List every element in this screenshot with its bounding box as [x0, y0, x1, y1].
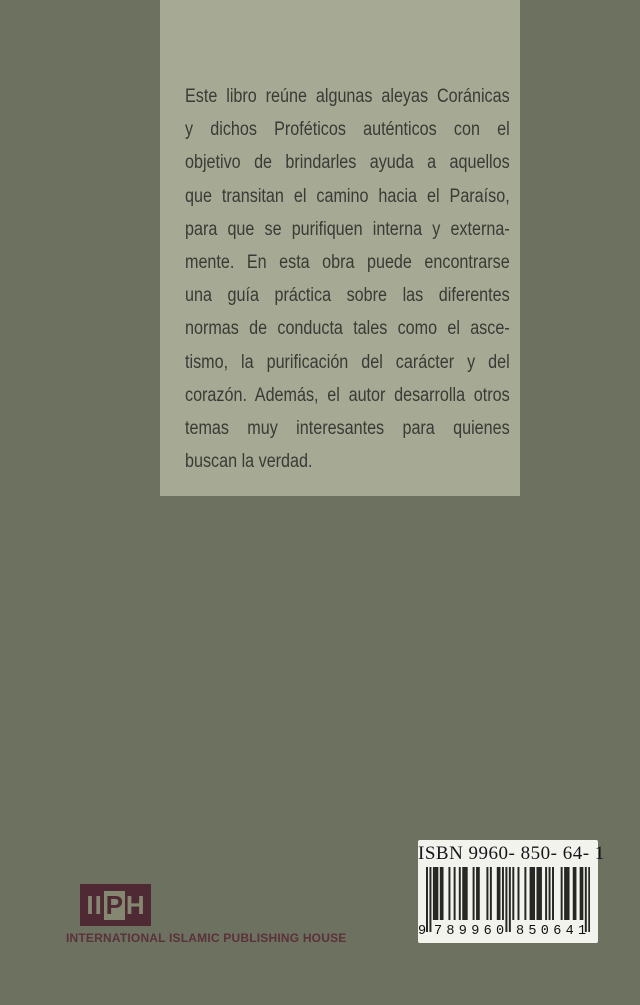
iiph-logo-p-box — [104, 891, 125, 920]
isbn-label: ISBN 9960- 850- 64- 1 — [418, 843, 605, 864]
back-cover-text-line: que transitan el camino hacia el Paraíso, — [185, 185, 510, 207]
back-cover-text-line: y dichos Proféticos auténticos con el — [185, 119, 510, 141]
back-cover-text-line: corazón. Además, el autor desarrolla otros — [185, 384, 510, 406]
back-cover-text-line: temas muy interesantes para quienes — [185, 418, 510, 440]
back-cover-text-line: tismo, la purificación del carácter y del — [185, 351, 510, 373]
iiph-logo-icon — [80, 884, 151, 926]
barcode-digits-right: 850641 — [516, 924, 591, 939]
barcode-digits-left: 789960 — [434, 924, 509, 939]
back-cover-text-line: buscan la verdad. — [185, 451, 313, 473]
back-cover-text-line: normas de conducta tales como el asce- — [185, 318, 510, 340]
back-cover-blurb — [185, 80, 510, 478]
iiph-logo-letter-p: P — [105, 890, 123, 920]
barcode-panel — [417, 840, 605, 943]
back-cover-text-panel — [160, 0, 520, 496]
back-cover-text-line: objetivo de brindarles ayuda a aquellos — [185, 152, 510, 174]
back-cover-text-line: Este libro reúne algunas aleyas Coránicas — [185, 86, 510, 107]
back-cover-text-line: mente. En esta obra puede encontrarse — [185, 252, 510, 274]
iiph-logo-letter-h: H — [125, 890, 145, 920]
publisher-name: INTERNATIONAL ISLAMIC PUBLISHING HOUSE — [66, 931, 347, 945]
back-cover-text-line: una guía práctica sobre las diferentes — [185, 285, 510, 307]
barcode-digit-first: 9 — [417, 924, 427, 939]
back-cover-text-line: para que se purifiquen interna y externa- — [185, 218, 510, 240]
iiph-logo-letters-ii: II — [86, 890, 103, 920]
barcode — [417, 867, 591, 941]
